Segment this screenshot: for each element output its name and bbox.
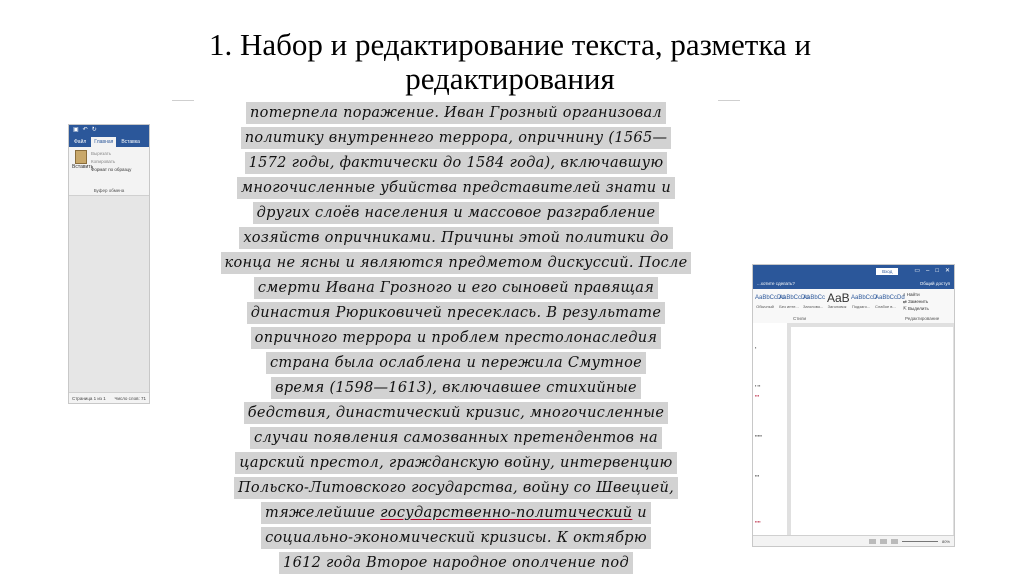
tab-file[interactable]: Файл — [74, 139, 87, 145]
text-line: потерпела поражение. Иван Грозный организовал — [172, 102, 740, 126]
text-line: конца не ясны и являются предметом дискуссий. После — [172, 252, 740, 276]
format-painter-button[interactable]: Формат по образцу — [91, 167, 132, 172]
page-count: Страница 1 из 1 — [72, 395, 106, 401]
slide-title-line-1: 1. Набор и редактирование текста, разметка и — [208, 27, 812, 62]
text-line: случаи появления самозванных претендентов на — [172, 427, 740, 451]
text-fragment: ▪ — [755, 345, 757, 350]
ribbon-options-icon[interactable]: ▭ — [914, 268, 920, 274]
tab-home[interactable]: Главная — [91, 137, 116, 147]
document-area[interactable] — [753, 323, 954, 536]
text-line: хозяйств опричниками. Причины этой политики до — [172, 227, 740, 251]
web-layout-icon[interactable] — [891, 539, 898, 544]
redo-icon[interactable]: ↻ — [91, 127, 97, 133]
crop-mark — [172, 100, 194, 101]
clipboard-commands — [91, 150, 131, 174]
minimize-icon[interactable]: – — [926, 268, 930, 274]
page-left-fragment — [753, 323, 787, 536]
close-icon[interactable]: ✕ — [944, 268, 950, 274]
sign-in-button[interactable]: Вход — [876, 268, 898, 275]
text-line: других слоёв населения и массовое разграбление — [172, 202, 740, 226]
text-line: многочисленные убийства представителей знати и — [172, 177, 740, 201]
word-count[interactable]: Число слов: 71 — [114, 395, 146, 401]
slide-title-line-2: редактирования — [405, 61, 615, 96]
zoom-slider[interactable] — [902, 541, 938, 542]
style-no-spacing[interactable]: AaBbCcDd Без инте... — [779, 295, 809, 309]
ribbon — [69, 147, 149, 196]
style-subtitle[interactable]: AaBbCcD Подзаго... — [851, 295, 878, 309]
word-window-left — [68, 124, 150, 404]
cut-button[interactable]: Вырезать — [91, 151, 112, 156]
styles-gallery — [755, 291, 905, 309]
text-fragment: ▪▪▪▪▪ — [755, 433, 763, 438]
text-fragment: ▪ ▪▪ — [755, 383, 761, 388]
tell-me-box[interactable]: ...хотите сделать? — [757, 280, 795, 286]
style-heading-1[interactable]: AaBbCc Заголово... — [803, 295, 826, 309]
paste-label: Вставить — [72, 164, 94, 170]
undo-icon[interactable]: ↶ — [82, 127, 88, 133]
clipboard-icon — [75, 150, 87, 164]
style-subtle-emphasis[interactable]: AaBbCcDd Слабое в... — [875, 295, 905, 309]
title-bar — [753, 265, 954, 277]
text-fragment: ▪▪▪ — [755, 473, 760, 478]
status-bar — [69, 392, 149, 403]
copy-button[interactable]: Копировать — [91, 159, 116, 164]
clipboard-group-label: Буфер обмена — [93, 188, 125, 193]
page — [791, 327, 953, 536]
share-button[interactable]: Общий доступ — [919, 280, 950, 286]
text-line: социально-экономический кризисы. К октябрю — [172, 527, 740, 551]
select-button[interactable]: ⇱ Выделить — [903, 306, 929, 311]
text-line-underlined — [172, 502, 740, 526]
ribbon — [753, 289, 954, 324]
style-normal[interactable]: AaBbCcDd Обычный — [755, 295, 785, 309]
text-fragment: ▪▪▪▪ — [755, 519, 761, 524]
editing-group-label: Редактирование — [905, 316, 940, 321]
find-button[interactable]: ⌕ Найти — [903, 292, 920, 297]
text-line: политику внутреннего террора, опричнину (1565— — [172, 127, 740, 151]
editing-commands — [903, 291, 929, 312]
maximize-icon[interactable]: □ — [935, 268, 939, 274]
text-fragment: и — [632, 505, 647, 521]
text-line: Польско-Литовского государства, войну со Швецией, — [172, 477, 740, 501]
word-window-right — [752, 264, 955, 547]
zoom-level[interactable]: 80% — [941, 538, 950, 544]
slide-title — [120, 28, 900, 96]
print-layout-icon[interactable] — [880, 539, 887, 544]
style-title[interactable]: AaB Заголовок — [827, 291, 850, 309]
replace-button[interactable]: ⇄ Заменить — [903, 299, 929, 304]
ribbon-tabs — [753, 277, 954, 289]
text-line: страна была ослаблена и пережила Смутное — [172, 352, 740, 376]
handwritten-text-image — [172, 100, 740, 574]
text-line: опричного террора и проблем престолонаследия — [172, 327, 740, 351]
title-bar — [69, 125, 149, 135]
text-fragment: ▪▪▪ — [755, 393, 760, 398]
save-icon[interactable]: ▣ — [73, 127, 79, 133]
text-line: смерти Ивана Грозного и его сыновей правящая — [172, 277, 740, 301]
document-area[interactable] — [69, 196, 149, 393]
styles-group-label: Стили — [793, 316, 806, 321]
text-line: время (1598—1613), включавшее стихийные — [172, 377, 740, 401]
text-line: бедствия, династический кризис, многочисленные — [172, 402, 740, 426]
text-line: династия Рюриковичей пресеклась. В результате — [172, 302, 740, 326]
paste-button[interactable] — [72, 150, 94, 170]
status-bar — [753, 535, 954, 546]
ribbon-tabs — [69, 135, 149, 147]
tab-insert[interactable]: Вставка — [121, 139, 140, 145]
text-line: царский престол, гражданскую войну, интервенцию — [172, 452, 740, 476]
text-line: 1612 года Второе народное ополчение под — [172, 552, 740, 576]
read-mode-icon[interactable] — [869, 539, 876, 544]
underlined-term: государственно-политический — [380, 505, 633, 521]
text-line: 1572 годы, фактически до 1584 года), включавшую — [172, 152, 740, 176]
text-fragment: тяжелейшие — [265, 505, 381, 521]
crop-mark — [718, 100, 740, 101]
